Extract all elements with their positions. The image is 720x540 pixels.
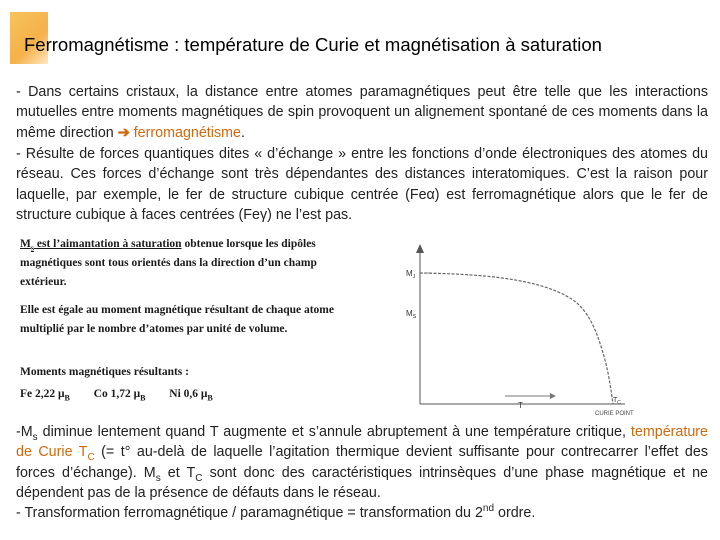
curie-point-label: CURIE POINT: [595, 411, 634, 417]
t-axis-label: T: [518, 401, 523, 410]
ms-label: $M_S$: [406, 309, 417, 320]
ferromagnetism-term: ferromagnétisme: [133, 124, 241, 141]
curie-temperature-term: température de Curie $T_C$: [16, 424, 708, 464]
paragraph-exchange-mid: ) est ferromagnétique alors que le fer de structure cubique à faces centrées (Fe: [16, 186, 708, 223]
curie-sentence-3: sont donc des caractéristiques intrinsèques d’une phase magnétique et ne dépendent pas de la présence de défauts dans le réseau.: [16, 464, 708, 501]
saturation-figure-text: [20, 238, 370, 408]
paragraph-exchange-text: - Résulte de forces quantiques dites « d’échange » entre les fonctions d’onde électroniques des atomes du réseau. Ces forces d’échange sont très dépendantes des distances interatomiques. C’est la raison pour laquelle, par exemple, le fer de structure cubique centrée (Fe: [16, 146, 708, 203]
paragraph-intro-end: .: [240, 124, 245, 141]
curie-sentence-2: (= t° au-delà de laquelle l’agitation thermique devient suffisante pour contrecarrer l’effet des forces d’échange). M: [16, 444, 708, 481]
ms-definition-underlined: est l’aimantation à saturation: [34, 238, 182, 250]
slide-title: Ferromagnétisme : température de Curie et magnétisation à saturation: [24, 34, 602, 55]
fig-line-4: Elle est égale au moment magnétique résultant de chaque atome: [20, 304, 334, 316]
ms-prefix: -M: [16, 424, 33, 440]
moments-title: Moments magnétiques résultants :: [20, 366, 189, 378]
paragraph-exchange-end: ) ne l’est pas.: [267, 206, 353, 223]
ms-sub: s: [32, 431, 38, 443]
y-axis-arrow-icon: [416, 244, 424, 253]
paragraph-curie: $-M_s$ diminue lentement quand T augmente et s’annule abruptement à une température critique, température de Curie $T_C$ (= t° au-delà de laquelle l’agitation thermique devient suffisante pour contrecarrer l’effet des forces d’échange). $M_s$ et $T_C$ sont donc des caractéristiques intrinsèques d’une phase magnétique et ne dépendent pas de la présence de défauts dans le réseau. - Transformation ferromagnétique / paramagnétique = transformation du 2nd ordre.: [16, 424, 708, 522]
ms-definition-rest: obtenue lorsque les dipôles: [181, 238, 316, 250]
fig-line-3: extérieur.: [20, 276, 67, 288]
fig-line-1: [20, 238, 316, 253]
magnetization-curve-figure: [400, 240, 700, 420]
temperature-arrow-icon: [550, 393, 556, 399]
paragraph-intro-text: - Dans certains cristaux, la distance entre atomes paramagnétiques peut être telle que les interactions mutuelles entre moments magnétiques de spin provoquent un alignement spontané de ces moments dans la même direction: [16, 84, 708, 141]
transformation-line: - Transformation ferromagnétique / paramagnétique = transformation du 2: [16, 505, 483, 522]
moment-ni: Ni 0,6 $\mu_B$: [169, 388, 213, 403]
magnetization-curve: [420, 273, 613, 404]
fig-line-2: magnétiques sont tous orientés dans la direction d’un champ: [20, 257, 317, 269]
tc-label: $T_C$: [613, 397, 621, 406]
alpha-symbol: α: [426, 186, 435, 203]
title-bar: [10, 10, 720, 80]
ms-symbol: M: [20, 238, 31, 250]
mj-label: $M_J$: [406, 269, 416, 280]
curie-sentence-1: diminue lentement quand T augmente et s’annule abruptement à une température critique,: [37, 424, 631, 440]
ms-subscript: s: [30, 243, 34, 253]
moment-co: Co 1,72 $\mu_B$: [93, 388, 146, 403]
paragraph-intro: [16, 82, 708, 143]
fig-line-5: multiplié par le nombre d’atomes par unité de volume.: [20, 323, 288, 335]
magnetization-curve-svg: [400, 240, 700, 420]
moments-row: [20, 388, 213, 403]
paragraph-exchange: [16, 144, 708, 225]
arrow-right-icon: ➔: [117, 124, 130, 141]
moment-fe: Fe 2,22 $\mu_B$: [20, 388, 70, 403]
gamma-symbol: γ: [259, 206, 268, 223]
